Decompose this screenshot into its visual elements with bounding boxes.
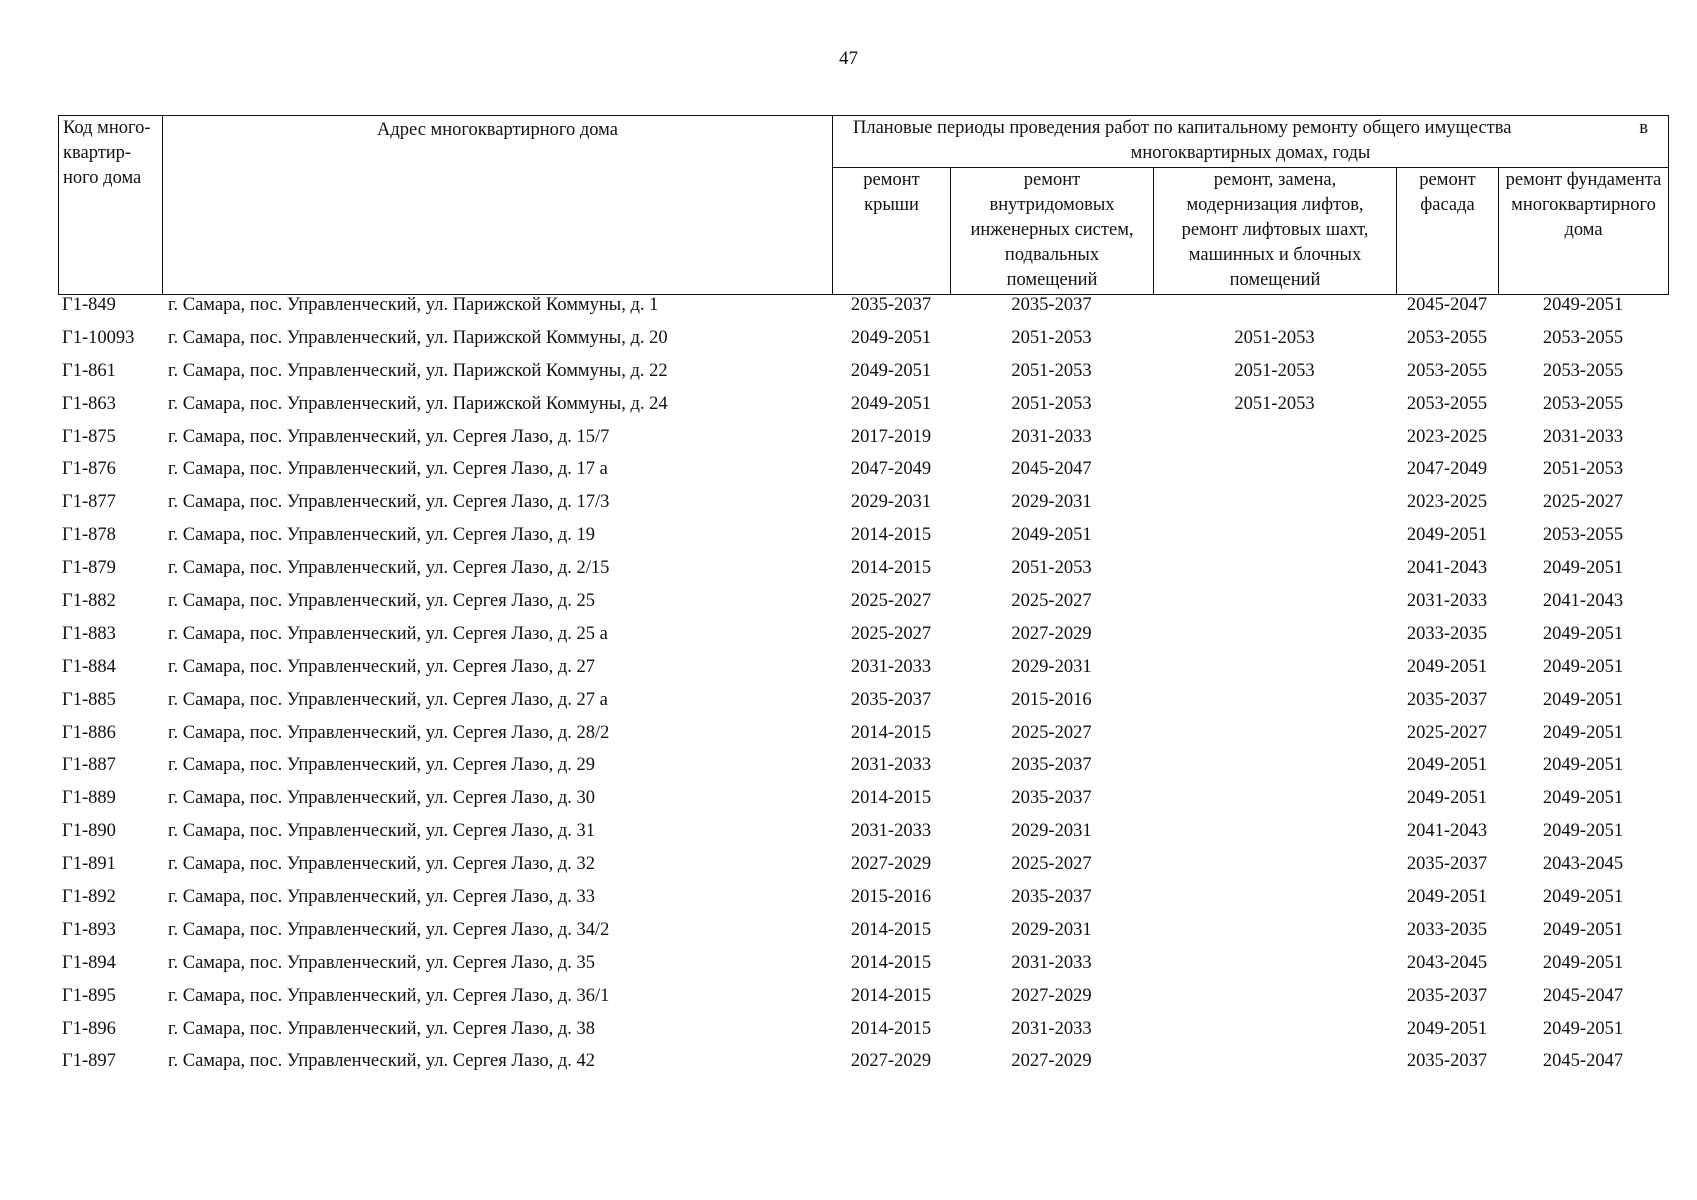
header-roof-line: крыши — [864, 195, 919, 215]
cell-elevators — [1153, 753, 1396, 786]
cell-engineering: 2025-2027 — [1011, 854, 1092, 875]
cell-engineering: 2031-2033 — [1011, 952, 1092, 973]
cell-address: г. Самара, пос. Управленческий, ул. Сергея Лазо, д. 25 а — [168, 623, 608, 644]
header-code-line: квартир- — [63, 143, 132, 163]
cell-roof: 2015-2016 — [850, 887, 932, 908]
cell-roof: 2014-2015 — [850, 788, 932, 809]
cell-facade: 2049-2051 — [1406, 887, 1488, 908]
cell-foundation: 2031-2033 — [1542, 426, 1624, 447]
cell-engineering: 2045-2047 — [1011, 459, 1092, 480]
cell-foundation: 2049-2051 — [1542, 887, 1624, 908]
cell-engineering: 2051-2053 — [1011, 558, 1092, 579]
cell-code: Г1-883 — [62, 623, 116, 644]
cell-foundation: 2053-2055 — [1542, 360, 1624, 381]
cell-foundation: 2049-2051 — [1542, 1018, 1624, 1039]
table-row — [58, 589, 1668, 622]
header-engineering-line: подвальных — [1004, 245, 1100, 265]
cell-elevators: 2051-2053 — [1234, 393, 1315, 414]
cell-code: Г1-886 — [62, 722, 116, 743]
cell-engineering: 2035-2037 — [1011, 295, 1092, 315]
header-foundation-line: дома — [1564, 220, 1603, 240]
header-engineering-line: внутридомовых — [989, 195, 1115, 215]
cell-foundation: 2049-2051 — [1542, 656, 1624, 677]
table-row — [58, 359, 1668, 392]
cell-facade: 2053-2055 — [1406, 393, 1488, 414]
cell-address: г. Самара, пос. Управленческий, ул. Сергея Лазо, д. 34/2 — [168, 919, 610, 940]
cell-elevators — [1153, 951, 1396, 984]
page-number: 47 — [839, 48, 858, 69]
cell-foundation: 2049-2051 — [1542, 952, 1624, 973]
cell-address: г. Самара, пос. Управленческий, ул. Сергея Лазо, д. 27 — [168, 656, 596, 677]
cell-elevators — [1153, 885, 1396, 918]
header-code — [59, 116, 163, 295]
cell-code: Г1-863 — [62, 393, 116, 414]
cell-elevators — [1153, 819, 1396, 852]
header-roof — [833, 168, 951, 295]
cell-elevators — [1153, 457, 1396, 490]
cell-facade: 2033-2035 — [1406, 919, 1488, 940]
cell-elevators — [1153, 852, 1396, 885]
cell-facade: 2033-2035 — [1406, 623, 1488, 644]
cell-address: г. Самара, пос. Управленческий, ул. Парижской Коммуны, д. 1 — [168, 295, 659, 315]
cell-address: г. Самара, пос. Управленческий, ул. Сергея Лазо, д. 31 — [168, 821, 596, 842]
cell-roof: 2027-2029 — [850, 854, 932, 875]
header-foundation — [1499, 168, 1669, 295]
header-elevators-line: модернизация лифтов, — [1186, 195, 1364, 215]
cell-engineering: 2015-2016 — [1011, 689, 1092, 710]
table-row — [58, 622, 1668, 655]
cell-foundation: 2049-2051 — [1542, 788, 1624, 809]
cell-roof: 2035-2037 — [850, 295, 932, 315]
cell-engineering: 2051-2053 — [1011, 360, 1092, 381]
cell-foundation: 2025-2027 — [1542, 492, 1624, 513]
cell-code: Г1-876 — [62, 459, 116, 480]
cell-engineering: 2029-2031 — [1011, 492, 1092, 513]
cell-roof: 2014-2015 — [850, 919, 932, 940]
cell-address: г. Самара, пос. Управленческий, ул. Сергея Лазо, д. 32 — [168, 854, 596, 875]
header-planned-periods-suffix: в — [1639, 118, 1649, 138]
cell-address: г. Самара, пос. Управленческий, ул. Сергея Лазо, д. 33 — [168, 887, 596, 908]
cell-facade: 2049-2051 — [1406, 755, 1488, 776]
cell-foundation: 2043-2045 — [1542, 854, 1624, 875]
table-row — [58, 819, 1668, 852]
cell-facade: 2049-2051 — [1406, 656, 1488, 677]
header-planned-periods-subtitle: многоквартирных домах, годы — [1130, 143, 1371, 163]
table-row — [58, 490, 1668, 523]
table-row — [58, 425, 1668, 458]
header-elevators-line: помещений — [1229, 270, 1321, 290]
header-address-label: Адрес многоквартирного дома — [377, 120, 618, 140]
cell-address: г. Самара, пос. Управленческий, ул. Сергея Лазо, д. 42 — [168, 1051, 596, 1072]
cell-roof: 2031-2033 — [850, 656, 932, 677]
cell-roof: 2014-2015 — [850, 985, 932, 1006]
cell-roof: 2017-2019 — [850, 426, 932, 447]
cell-elevators — [1153, 984, 1396, 1017]
cell-code: Г1-879 — [62, 558, 116, 579]
cell-foundation: 2045-2047 — [1542, 1051, 1624, 1072]
cell-elevators — [1153, 786, 1396, 819]
cell-address: г. Самара, пос. Управленческий, ул. Сергея Лазо, д. 19 — [168, 525, 596, 546]
cell-address: г. Самара, пос. Управленческий, ул. Сергея Лазо, д. 17/3 — [168, 492, 610, 513]
cell-code: Г1-896 — [62, 1018, 116, 1039]
cell-facade: 2049-2051 — [1406, 1018, 1488, 1039]
header-facade — [1397, 168, 1499, 295]
cell-roof: 2031-2033 — [850, 821, 932, 842]
cell-foundation: 2049-2051 — [1542, 821, 1624, 842]
cell-foundation: 2049-2051 — [1542, 558, 1624, 579]
table-header — [58, 115, 1669, 295]
table-row — [58, 326, 1668, 359]
cell-address: г. Самара, пос. Управленческий, ул. Сергея Лазо, д. 36/1 — [168, 985, 610, 1006]
data-table — [58, 293, 1668, 1082]
cell-foundation: 2049-2051 — [1542, 295, 1624, 315]
cell-engineering: 2035-2037 — [1011, 755, 1092, 776]
cell-engineering: 2025-2027 — [1011, 722, 1092, 743]
cell-foundation: 2049-2051 — [1542, 623, 1624, 644]
cell-code: Г1-893 — [62, 919, 116, 940]
cell-code: Г1-891 — [62, 854, 116, 875]
cell-code: Г1-885 — [62, 689, 116, 710]
cell-foundation: 2053-2055 — [1542, 393, 1624, 414]
cell-elevators — [1153, 589, 1396, 622]
table-row — [58, 655, 1668, 688]
cell-address: г. Самара, пос. Управленческий, ул. Парижской Коммуны, д. 22 — [168, 360, 668, 381]
header-engineering-line: помещений — [1006, 270, 1098, 290]
cell-code: Г1-875 — [62, 426, 116, 447]
cell-elevators — [1153, 1017, 1396, 1050]
table-row — [58, 852, 1668, 885]
cell-elevators — [1153, 293, 1396, 326]
cell-facade: 2023-2025 — [1406, 492, 1488, 513]
cell-facade: 2035-2037 — [1406, 1051, 1488, 1072]
cell-foundation: 2045-2047 — [1542, 985, 1624, 1006]
cell-foundation: 2053-2055 — [1542, 525, 1624, 546]
cell-facade: 2043-2045 — [1406, 952, 1488, 973]
cell-engineering: 2035-2037 — [1011, 887, 1092, 908]
cell-elevators — [1153, 1049, 1396, 1082]
table-row — [58, 293, 1668, 326]
header-engineering-line: инженерных систем, — [970, 220, 1134, 240]
cell-address: г. Самара, пос. Управленческий, ул. Парижской Коммуны, д. 24 — [168, 393, 668, 414]
header-code-line: Код много- — [63, 118, 151, 138]
cell-code: Г1-887 — [62, 755, 116, 776]
cell-engineering: 2049-2051 — [1011, 525, 1092, 546]
cell-code: Г1-10093 — [62, 327, 135, 348]
cell-code: Г1-861 — [62, 360, 116, 381]
table-row — [58, 885, 1668, 918]
header-code-line: ного дома — [63, 168, 142, 188]
cell-roof: 2047-2049 — [850, 459, 932, 480]
cell-code: Г1-895 — [62, 985, 116, 1006]
table-row — [58, 457, 1668, 490]
header-engineering-line: ремонт — [1023, 170, 1081, 190]
cell-roof: 2025-2027 — [850, 591, 932, 612]
cell-engineering: 2051-2053 — [1011, 393, 1092, 414]
cell-engineering: 2027-2029 — [1011, 623, 1092, 644]
cell-roof: 2049-2051 — [850, 393, 932, 414]
cell-facade: 2041-2043 — [1406, 821, 1488, 842]
header-address — [163, 116, 833, 295]
cell-address: г. Самара, пос. Управленческий, ул. Сергея Лазо, д. 17 а — [168, 459, 608, 480]
table-row — [58, 1049, 1668, 1082]
cell-code: Г1-849 — [62, 295, 116, 315]
cell-roof: 2014-2015 — [850, 1018, 932, 1039]
table-row — [58, 951, 1668, 984]
cell-roof: 2025-2027 — [850, 623, 932, 644]
cell-engineering: 2035-2037 — [1011, 788, 1092, 809]
cell-address: г. Самара, пос. Управленческий, ул. Сергея Лазо, д. 35 — [168, 952, 596, 973]
cell-address: г. Самара, пос. Управленческий, ул. Сергея Лазо, д. 38 — [168, 1018, 596, 1039]
header-roof-line: ремонт — [863, 170, 920, 190]
header-elevators-line: ремонт лифтовых шахт, — [1181, 220, 1369, 240]
header-elevators-line: машинных и блочных — [1188, 245, 1362, 265]
cell-foundation: 2053-2055 — [1542, 327, 1624, 348]
cell-foundation: 2041-2043 — [1542, 591, 1624, 612]
cell-facade: 2053-2055 — [1406, 360, 1488, 381]
cell-facade: 2035-2037 — [1406, 985, 1488, 1006]
cell-engineering: 2031-2033 — [1011, 1018, 1092, 1039]
cell-facade: 2025-2027 — [1406, 722, 1488, 743]
table-row — [58, 918, 1668, 951]
cell-elevators: 2051-2053 — [1234, 360, 1315, 381]
cell-roof: 2014-2015 — [850, 952, 932, 973]
cell-code: Г1-892 — [62, 887, 116, 908]
header-planned-periods-title: Плановые периоды проведения работ по капитальному ремонту общего имущества — [853, 118, 1512, 138]
cell-engineering: 2029-2031 — [1011, 656, 1092, 677]
cell-elevators — [1153, 721, 1396, 754]
cell-roof: 2014-2015 — [850, 525, 932, 546]
cell-foundation: 2049-2051 — [1542, 689, 1624, 710]
header-planned-periods — [833, 116, 1669, 168]
cell-address: г. Самара, пос. Управленческий, ул. Сергея Лазо, д. 27 а — [168, 689, 608, 710]
table-row — [58, 688, 1668, 721]
cell-facade: 2045-2047 — [1406, 295, 1488, 315]
cell-foundation: 2049-2051 — [1542, 722, 1624, 743]
cell-engineering: 2027-2029 — [1011, 1051, 1092, 1072]
header-foundation-line: многоквартирного — [1511, 195, 1656, 215]
cell-engineering: 2029-2031 — [1011, 919, 1092, 940]
cell-engineering: 2027-2029 — [1011, 985, 1092, 1006]
cell-elevators — [1153, 523, 1396, 556]
cell-facade: 2049-2051 — [1406, 525, 1488, 546]
cell-roof: 2035-2037 — [850, 689, 932, 710]
cell-elevators — [1153, 425, 1396, 458]
cell-address: г. Самара, пос. Управленческий, ул. Сергея Лазо, д. 2/15 — [168, 558, 610, 579]
cell-code: Г1-884 — [62, 656, 116, 677]
cell-engineering: 2029-2031 — [1011, 821, 1092, 842]
header-elevators-line: ремонт, замена, — [1213, 170, 1337, 190]
cell-code: Г1-890 — [62, 821, 116, 842]
table-row — [58, 556, 1668, 589]
cell-elevators — [1153, 490, 1396, 523]
cell-roof: 2027-2029 — [850, 1051, 932, 1072]
cell-roof: 2031-2033 — [850, 755, 932, 776]
cell-elevators — [1153, 556, 1396, 589]
cell-address: г. Самара, пос. Управленческий, ул. Сергея Лазо, д. 30 — [168, 788, 596, 809]
cell-elevators: 2051-2053 — [1234, 327, 1315, 348]
cell-address: г. Самара, пос. Управленческий, ул. Сергея Лазо, д. 25 — [168, 591, 596, 612]
cell-engineering: 2025-2027 — [1011, 591, 1092, 612]
cell-foundation: 2051-2053 — [1542, 459, 1624, 480]
cell-facade: 2035-2037 — [1406, 854, 1488, 875]
header-facade-line: фасада — [1420, 195, 1475, 215]
cell-roof: 2049-2051 — [850, 327, 932, 348]
table-row — [58, 984, 1668, 1017]
cell-elevators — [1153, 622, 1396, 655]
cell-roof: 2029-2031 — [850, 492, 932, 513]
cell-code: Г1-889 — [62, 788, 116, 809]
cell-roof: 2014-2015 — [850, 722, 932, 743]
cell-facade: 2041-2043 — [1406, 558, 1488, 579]
cell-facade: 2035-2037 — [1406, 689, 1488, 710]
header-foundation-line: ремонт фундамента — [1505, 170, 1662, 190]
cell-roof: 2049-2051 — [850, 360, 932, 381]
cell-elevators — [1153, 688, 1396, 721]
header-engineering — [951, 168, 1154, 295]
cell-address: г. Самара, пос. Управленческий, ул. Сергея Лазо, д. 29 — [168, 755, 596, 776]
header-facade-line: ремонт — [1419, 170, 1476, 190]
cell-elevators — [1153, 918, 1396, 951]
cell-address: г. Самара, пос. Управленческий, ул. Сергея Лазо, д. 28/2 — [168, 722, 610, 743]
cell-engineering: 2051-2053 — [1011, 327, 1092, 348]
header-elevators — [1154, 168, 1397, 295]
table-row — [58, 392, 1668, 425]
cell-address: г. Самара, пос. Управленческий, ул. Парижской Коммуны, д. 20 — [168, 327, 668, 348]
cell-facade: 2023-2025 — [1406, 426, 1488, 447]
cell-foundation: 2049-2051 — [1542, 755, 1624, 776]
cell-roof: 2014-2015 — [850, 558, 932, 579]
cell-facade: 2049-2051 — [1406, 788, 1488, 809]
cell-code: Г1-897 — [62, 1051, 116, 1072]
cell-facade: 2047-2049 — [1406, 459, 1488, 480]
table-row — [58, 721, 1668, 754]
cell-engineering: 2031-2033 — [1011, 426, 1092, 447]
cell-code: Г1-894 — [62, 952, 116, 973]
cell-address: г. Самара, пос. Управленческий, ул. Сергея Лазо, д. 15/7 — [168, 426, 610, 447]
cell-code: Г1-877 — [62, 492, 116, 513]
cell-foundation: 2049-2051 — [1542, 919, 1624, 940]
cell-code: Г1-878 — [62, 525, 116, 546]
cell-facade: 2031-2033 — [1406, 591, 1488, 612]
table-row — [58, 753, 1668, 786]
table-row — [58, 523, 1668, 556]
table-row — [58, 1017, 1668, 1050]
cell-facade: 2053-2055 — [1406, 327, 1488, 348]
table-row — [58, 786, 1668, 819]
cell-elevators — [1153, 655, 1396, 688]
cell-code: Г1-882 — [62, 591, 116, 612]
